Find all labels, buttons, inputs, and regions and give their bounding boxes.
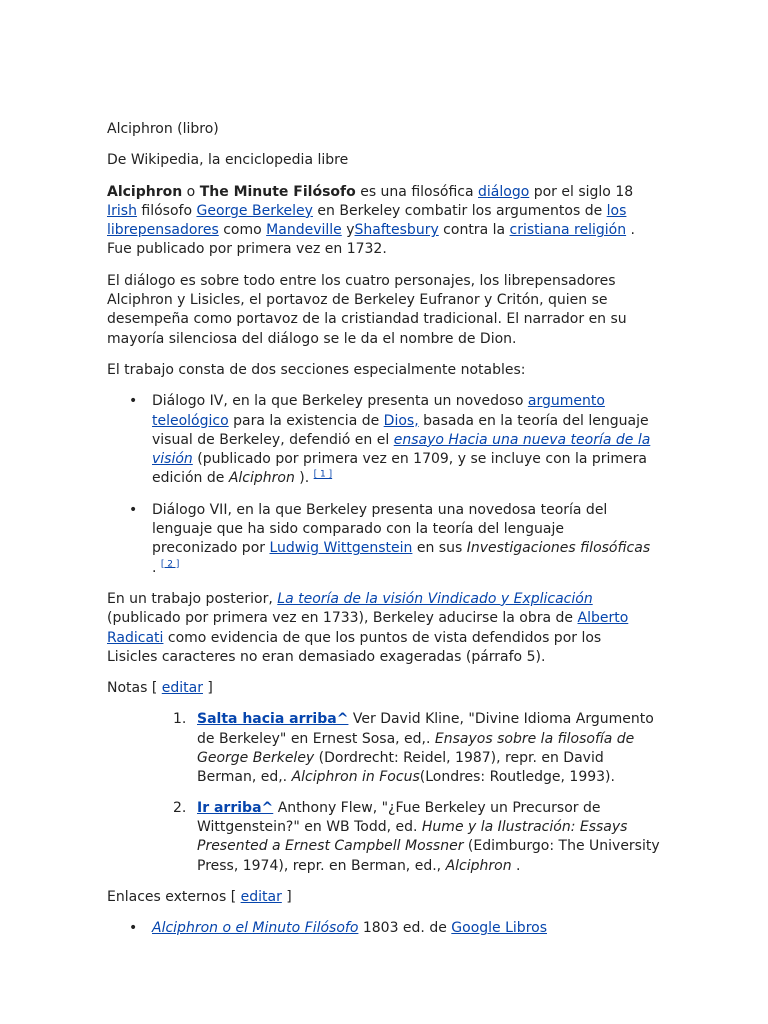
text: (Dordrecht: Reidel, 1987), repr. en David Berman, ed,. bbox=[197, 750, 604, 786]
list-item bbox=[107, 799, 663, 876]
note-number: 1. bbox=[173, 711, 187, 728]
link-google-libros[interactable]: Google Libros bbox=[451, 920, 547, 937]
edit-link[interactable]: editar bbox=[161, 680, 203, 697]
text: es una filosófica bbox=[355, 183, 479, 200]
text: como evidencia de que los puntos de vista defendidos por los Lisicles caracteres no eran demasiado exageradas (párrafo 5). bbox=[107, 629, 602, 665]
edit-link[interactable]: editar bbox=[240, 888, 282, 905]
text: para la existencia de bbox=[228, 412, 384, 429]
text: ] bbox=[281, 888, 292, 905]
intro-paragraph bbox=[107, 183, 652, 260]
italic-text: Alciphron in Focus bbox=[291, 769, 420, 786]
backlink-button[interactable]: Ir arriba^ bbox=[197, 799, 274, 816]
italic-text: Hume y la Ilustración: Essays Presented a Ernest Campbell Mossner bbox=[197, 818, 628, 855]
paragraph-secciones: El trabajo consta de dos secciones especialmente notables: bbox=[107, 361, 526, 378]
italic-link-text: La teoría de la visión Vindicado y Explicación bbox=[277, 590, 593, 607]
text: . Fue publicado por primera vez en 1732. bbox=[107, 222, 635, 258]
text: Diálogo VII, en la que Berkeley presenta una novedosa teoría del lenguaje que ha sido comparado con la teoría del lenguaje preconizado por bbox=[152, 501, 608, 557]
article bbox=[107, 120, 660, 950]
text: 1803 ed. de bbox=[358, 920, 452, 937]
text: como bbox=[218, 222, 267, 239]
text: Ver David Kline, "Divine Idioma Argumento de Berkeley" en Ernest Sosa, ed,. bbox=[197, 711, 654, 747]
paragraph-trabajo-posterior bbox=[107, 590, 652, 667]
link-argumento-teleologico[interactable]: argumento teleológico bbox=[152, 393, 605, 429]
text: (publicado por primera vez en 1709, y se incluye con la primera edición de bbox=[152, 451, 647, 487]
notas-heading bbox=[107, 679, 652, 698]
reference-link-2[interactable]: [ 2 ] bbox=[160, 558, 180, 569]
text: (publicado por primera vez en 1733), Berkeley aducirse la obra de bbox=[107, 610, 578, 627]
italic-link-text: Alciphron o el Minuto Filósofo bbox=[152, 920, 359, 937]
text: contra la bbox=[438, 222, 510, 239]
link-alciphron-book[interactable] bbox=[152, 920, 358, 936]
heading-label: Notas [ bbox=[107, 680, 162, 697]
text: o bbox=[182, 183, 200, 200]
text: (Edimburgo: The University Press, 1974), repr. en Berman, ed., bbox=[197, 838, 660, 874]
paragraph-personajes: El diálogo es sobre todo entre los cuatro personajes, los librepensadores Alciphron y Lisicles, el portavoz de Berkeley Eufranor y Critón, quien se desempeña como portavoz de la cristiandad tradicional. El narrador en su mayoría silenciosa del diálogo se le da el nombre de Dion. bbox=[107, 272, 627, 347]
link-teoria-vision[interactable] bbox=[277, 591, 592, 607]
list-item bbox=[107, 710, 663, 787]
backlink-button[interactable]: Salta hacia arriba^ bbox=[197, 711, 349, 728]
bullet-icon: • bbox=[129, 920, 138, 937]
text: basada en la teoría del lenguaje visual de Berkeley, defendió en el bbox=[152, 412, 649, 448]
italic-text: Alciphron bbox=[445, 857, 512, 874]
enlaces-heading bbox=[107, 888, 652, 907]
text: en sus bbox=[412, 540, 467, 557]
list-item bbox=[107, 501, 652, 578]
list-item bbox=[107, 392, 652, 488]
sections-list bbox=[107, 392, 652, 578]
link-cristiana-religion[interactable]: cristiana religión bbox=[509, 222, 627, 239]
link-irish[interactable]: Irish bbox=[107, 202, 137, 219]
bold-term: The Minute Filósofo bbox=[199, 183, 356, 200]
link-dios[interactable]: Dios, bbox=[383, 412, 419, 429]
text: . bbox=[152, 559, 161, 576]
italic-link-text: ensayo Hacia una nueva teoría de la visión bbox=[152, 431, 651, 468]
italic-text: Investigaciones filosóficas bbox=[466, 540, 651, 557]
link-alberto-radicati[interactable]: Alberto Radicati bbox=[107, 610, 629, 646]
external-links-list bbox=[107, 919, 652, 938]
page-title: Alciphron (libro) bbox=[107, 121, 219, 137]
text: En un trabajo posterior, bbox=[107, 590, 278, 607]
italic-text: Alciphron bbox=[228, 470, 295, 487]
text: . bbox=[511, 857, 521, 874]
text: y bbox=[341, 222, 355, 239]
link-shaftesbury[interactable]: Shaftesbury bbox=[354, 222, 439, 239]
source-line: De Wikipedia, la enciclopedia libre bbox=[107, 152, 349, 169]
link-librepensadores[interactable]: los librepensadores bbox=[107, 202, 627, 239]
bullet-icon: • bbox=[129, 393, 138, 410]
text: ). bbox=[294, 470, 314, 487]
italic-text: Ensayos sobre la filosofía de George Berkeley bbox=[197, 730, 635, 767]
text: Diálogo IV, en la que Berkeley presenta un novedoso bbox=[152, 393, 528, 410]
notes-list bbox=[107, 710, 660, 875]
text: (Londres: Routledge, 1993). bbox=[419, 769, 615, 786]
text: por el siglo 18 bbox=[529, 183, 634, 200]
text: filósofo bbox=[136, 202, 197, 219]
link-mandeville[interactable]: Mandeville bbox=[266, 222, 342, 239]
link-dialogo[interactable]: diálogo bbox=[478, 183, 530, 200]
text: ] bbox=[202, 680, 213, 697]
bullet-icon: • bbox=[129, 501, 138, 518]
reference-link-1[interactable]: [ 1 ] bbox=[313, 469, 333, 480]
list-item bbox=[107, 919, 652, 938]
link-george-berkeley[interactable]: George Berkeley bbox=[196, 202, 313, 219]
note-number: 2. bbox=[173, 799, 187, 816]
bold-term: Alciphron bbox=[107, 183, 183, 200]
heading-label: Enlaces externos [ bbox=[107, 888, 241, 905]
text: Anthony Flew, "¿Fue Berkeley un Precursor de Wittgenstein?" en WB Todd, ed. bbox=[197, 799, 601, 835]
text: en Berkeley combatir los argumentos de bbox=[312, 202, 607, 219]
link-ludwig-wittgenstein[interactable]: Ludwig Wittgenstein bbox=[269, 540, 413, 557]
